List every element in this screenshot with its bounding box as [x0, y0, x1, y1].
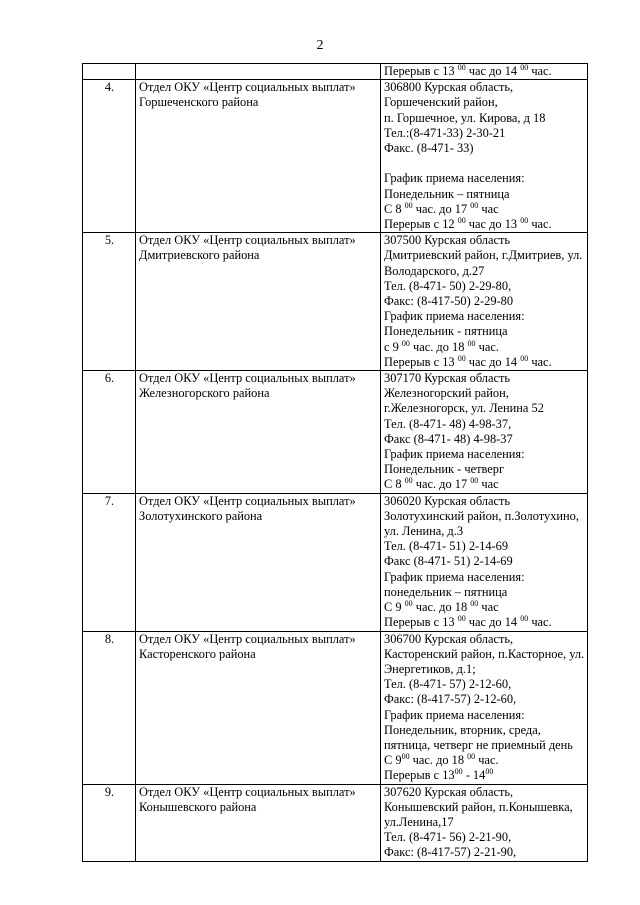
contact-line — [384, 462, 585, 477]
time-minutes-superscript: 00 — [470, 200, 479, 210]
table-row — [83, 493, 588, 631]
contact-line — [384, 662, 585, 677]
contact-text: час до 14 — [465, 64, 521, 78]
time-minutes-superscript: 00 — [457, 216, 466, 226]
contact-text: 307620 Курская область, — [384, 784, 514, 799]
office-name-line: Железногорского района — [139, 386, 270, 401]
contact-text: Понедельник – пятница — [384, 186, 510, 201]
time-minutes-superscript: 00 — [470, 599, 479, 609]
time-minutes-superscript: 00 — [454, 767, 463, 777]
row-number: 9. — [83, 784, 136, 861]
time-minutes-superscript: 00 — [401, 338, 410, 348]
contact-text: час. до 18 — [409, 753, 468, 768]
time-minutes-superscript: 00 — [520, 353, 529, 363]
contact-text: час. — [528, 217, 552, 232]
contact-text: с 9 — [384, 339, 402, 354]
contact-text: час до 14 — [465, 615, 521, 630]
contact-line — [384, 64, 585, 79]
time-minutes-superscript: 00 — [485, 767, 494, 777]
office-contact-cell — [381, 80, 588, 233]
contact-text: час — [478, 477, 499, 492]
row-number: 7. — [83, 493, 136, 631]
office-name-line: Конышевского района — [139, 799, 257, 814]
contact-text: Факс. (8-471- 33) — [384, 141, 474, 156]
contact-line — [384, 401, 585, 416]
contact-text: Конышевский район, п.Конышевка, — [384, 799, 573, 814]
contact-line — [384, 845, 585, 860]
contact-line — [384, 340, 585, 355]
contact-text: Перерыв с 13 — [384, 64, 458, 78]
contact-text: г.Железногорск, ул. Ленина 52 — [384, 401, 544, 416]
contact-text: п. Горшечное, ул. Кирова, д 18 — [384, 110, 546, 125]
contact-text: Факс: (8-417-50) 2-29-80 — [384, 294, 514, 309]
time-minutes-superscript: 00 — [520, 216, 529, 226]
contact-line — [384, 141, 585, 156]
contact-text: С 9 — [384, 600, 405, 615]
contact-text: час. — [475, 753, 499, 768]
contact-line — [384, 677, 585, 692]
contact-line — [384, 830, 585, 845]
contact-line — [384, 570, 585, 585]
office-name-line: Отдел ОКУ «Центр социальных выплат» — [139, 80, 356, 95]
contact-text: час. — [528, 615, 552, 630]
offices-table-body — [83, 64, 588, 862]
contact-text: С 9 — [384, 753, 402, 768]
time-minutes-superscript: 00 — [467, 752, 476, 762]
contact-line — [384, 600, 585, 615]
contact-text: Железногорский район, — [384, 386, 509, 401]
time-minutes-superscript: 00 — [470, 476, 479, 486]
contact-line — [384, 785, 585, 800]
contact-line — [384, 95, 585, 110]
contact-text: час. до 17 — [412, 201, 471, 216]
contact-text: График приема населения: — [384, 309, 525, 324]
contact-text: Перерыв с 13 — [384, 768, 455, 783]
contact-text: час. до 17 — [412, 477, 471, 492]
contact-line — [384, 156, 585, 171]
time-minutes-superscript: 00 — [520, 63, 529, 72]
contact-text: Перерыв с 13 — [384, 354, 458, 369]
row-number: 5. — [83, 233, 136, 371]
table-row — [83, 64, 588, 80]
contact-text: Тел. (8-471- 56) 2-21-90, — [384, 830, 512, 845]
contact-line — [384, 371, 585, 386]
contact-text: час. до 18 — [409, 339, 468, 354]
contact-text: График приема населения: — [384, 569, 525, 584]
contact-text: Понедельник - пятница — [384, 324, 508, 339]
contact-text: час — [478, 201, 499, 216]
contact-line — [384, 187, 585, 202]
contact-text: Володарского, д.27 — [384, 263, 485, 278]
office-name-line: Касторенского района — [139, 646, 256, 661]
contact-text: час. — [528, 64, 552, 78]
office-contact-cell — [381, 493, 588, 631]
contact-text: Горшеченский район, — [384, 95, 498, 110]
contact-text: Тел. (8-471- 57) 2-12-60, — [384, 677, 512, 692]
contact-text: час. — [475, 339, 499, 354]
table-row — [83, 233, 588, 371]
table-row — [83, 784, 588, 861]
contact-line — [384, 539, 585, 554]
contact-text: Понедельник, вторник, среда, — [384, 722, 541, 737]
office-name-line: Дмитриевского района — [139, 248, 260, 263]
contact-text: - 14 — [462, 768, 486, 783]
contact-text: ул. Ленина, д.3 — [384, 524, 464, 539]
time-minutes-superscript: 00 — [467, 338, 476, 348]
contact-line — [384, 585, 585, 600]
contact-line — [384, 264, 585, 279]
contact-text: Перерыв с 13 — [384, 615, 458, 630]
office-contact-cell — [381, 371, 588, 494]
office-name-cell — [136, 233, 381, 371]
contact-line — [384, 171, 585, 186]
contact-line — [384, 279, 585, 294]
contact-text: Тел.:(8-471-33) 2-30-21 — [384, 125, 506, 140]
contact-text: Тел. (8-471- 50) 2-29-80, — [384, 278, 512, 293]
contact-line — [384, 615, 585, 630]
contact-line — [384, 800, 585, 815]
offices-table — [82, 63, 588, 862]
office-name-line: Отдел ОКУ «Центр социальных выплат» — [139, 784, 356, 799]
contact-text: Тел. (8-471- 48) 4-98-37, — [384, 416, 512, 431]
time-minutes-superscript: 00 — [457, 614, 466, 624]
contact-text: Золотухинский район, п.Золотухино, — [384, 508, 579, 523]
contact-line — [384, 217, 585, 232]
contact-text: С 8 — [384, 477, 405, 492]
contact-text: Тел. (8-471- 51) 2-14-69 — [384, 539, 509, 554]
contact-line — [384, 202, 585, 217]
contact-line — [384, 324, 585, 339]
contact-line — [384, 417, 585, 432]
office-name-line: Отдел ОКУ «Центр социальных выплат» — [139, 493, 356, 508]
contact-text: Факс: (8-417-57) 2-12-60, — [384, 692, 517, 707]
office-name-line: Отдел ОКУ «Центр социальных выплат» — [139, 371, 356, 386]
contact-line — [384, 432, 585, 447]
contact-line — [384, 815, 585, 830]
time-minutes-superscript: 00 — [457, 353, 466, 363]
contact-text: пятница, четверг не приемный день — [384, 737, 573, 752]
row-number: 6. — [83, 371, 136, 494]
contact-text: Перерыв с 12 — [384, 217, 458, 232]
office-name-cell — [136, 64, 381, 80]
contact-text: Факс (8-471- 48) 4-98-37 — [384, 431, 513, 446]
contact-text: час. до 18 — [412, 600, 471, 615]
time-minutes-superscript: 00 — [404, 476, 413, 486]
row-number: 4. — [83, 80, 136, 233]
time-minutes-superscript: 00 — [404, 200, 413, 210]
office-contact-cell — [381, 784, 588, 861]
contact-line — [384, 355, 585, 370]
office-name-line: Золотухинского района — [139, 508, 263, 523]
contact-text: График приема населения: — [384, 171, 525, 186]
contact-text: час до 14 — [465, 354, 521, 369]
time-minutes-superscript: 00 — [520, 614, 529, 624]
contact-text: График приема населения: — [384, 447, 525, 462]
contact-text: 306700 Курская область, — [384, 631, 514, 646]
contact-text: Факс: (8-417-57) 2-21-90, — [384, 845, 517, 860]
time-minutes-superscript: 00 — [401, 752, 410, 762]
office-name-line: Горшеченского района — [139, 95, 259, 110]
contact-line — [384, 309, 585, 324]
time-minutes-superscript: 00 — [457, 63, 466, 72]
office-name-cell — [136, 80, 381, 233]
table-row — [83, 80, 588, 233]
contact-text: Понедельник - четверг — [384, 462, 505, 477]
contact-line — [384, 386, 585, 401]
office-name-cell — [136, 493, 381, 631]
office-contact-cell — [381, 64, 588, 80]
contact-text: График приема населения: — [384, 707, 525, 722]
contact-line — [384, 554, 585, 569]
contact-text: 307170 Курская область — [384, 371, 511, 386]
contact-text: 306020 Курская область — [384, 493, 511, 508]
page-number: 2 — [316, 38, 324, 53]
office-name-cell — [136, 631, 381, 784]
contact-text: час — [478, 600, 499, 615]
contact-text: час. — [528, 354, 552, 369]
contact-line — [384, 248, 585, 263]
contact-line — [384, 126, 585, 141]
contact-line — [384, 738, 585, 753]
contact-line — [384, 632, 585, 647]
contact-text: час до 13 — [465, 217, 521, 232]
contact-text: Касторенский район, п.Касторное, ул. — [384, 646, 585, 661]
office-name-line: Отдел ОКУ «Центр социальных выплат» — [139, 631, 356, 646]
contact-line — [384, 647, 585, 662]
contact-line — [384, 768, 585, 783]
contact-text: понедельник – пятница — [384, 584, 508, 599]
office-name-cell — [136, 784, 381, 861]
contact-line — [384, 494, 585, 509]
contact-line — [384, 294, 585, 309]
contact-line — [384, 723, 585, 738]
contact-text: Факс (8-471- 51) 2-14-69 — [384, 554, 513, 569]
contact-line — [384, 80, 585, 95]
table-row — [83, 371, 588, 494]
contact-text: ул.Ленина,17 — [384, 814, 454, 829]
row-number — [83, 64, 136, 80]
contact-text: 307500 Курская область — [384, 233, 511, 248]
contact-line — [384, 708, 585, 723]
contact-text: 306800 Курская область, — [384, 80, 514, 95]
office-contact-cell — [381, 631, 588, 784]
contact-line — [384, 233, 585, 248]
office-contact-cell — [381, 233, 588, 371]
row-number: 8. — [83, 631, 136, 784]
office-name-line: Отдел ОКУ «Центр социальных выплат» — [139, 233, 356, 248]
contact-text: С 8 — [384, 201, 405, 216]
contact-text: Дмитриевский район, г.Дмитриев, ул. — [384, 248, 583, 263]
time-minutes-superscript: 00 — [404, 599, 413, 609]
office-name-cell — [136, 371, 381, 494]
contact-text: Энергетиков, д.1; — [384, 661, 476, 676]
contact-line — [384, 477, 585, 492]
contact-line — [384, 692, 585, 707]
contact-line — [384, 447, 585, 462]
contact-line — [384, 111, 585, 126]
contact-line — [384, 524, 585, 539]
table-row — [83, 631, 588, 784]
contact-line — [384, 509, 585, 524]
contact-line — [384, 753, 585, 768]
